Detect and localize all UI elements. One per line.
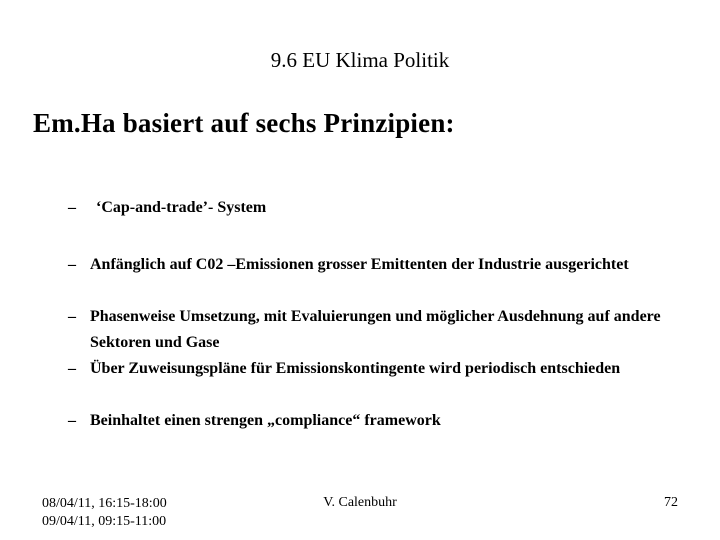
footer-author-text: V. Calenbuhr — [323, 495, 397, 510]
bullet-item — [68, 408, 668, 434]
footer-author — [0, 495, 720, 511]
bullet-dash: – — [68, 256, 76, 273]
bullet-dash: – — [68, 199, 76, 216]
bullet-dash: – — [68, 308, 76, 325]
bullet-text: Beinhaltet einen strengen „compliance“ framework — [90, 412, 441, 429]
slide-header-title — [0, 48, 720, 73]
page-number: 72 — [664, 495, 678, 510]
bullet-dash: – — [68, 360, 76, 377]
bullet-item — [68, 356, 668, 382]
bullet-text: Phasenweise Umsetzung, mit Evaluierungen und möglicher Ausdehnung auf andere Sektoren und Gase — [90, 308, 661, 351]
bullet-text: ‘Cap-and-trade’- System — [96, 199, 267, 216]
header-title-text: 9.6 EU Klima Politik — [270, 48, 450, 72]
slide-heading: Em.Ha basiert auf sechs Prinzipien: — [33, 108, 455, 138]
bullet-item — [68, 195, 668, 221]
bullet-text: Anfänglich auf C02 –Emissionen grosser Emittenten der Industrie ausgerichtet — [90, 256, 629, 273]
bullet-item — [68, 304, 668, 356]
bullet-item — [68, 252, 668, 278]
footer-date-line-1: 08/04/11, 16:15-18:00 — [42, 496, 167, 511]
bullet-text: Über Zuweisungspläne für Emissionskontingente wird periodisch entschieden — [90, 360, 621, 377]
bullet-dash: – — [68, 412, 76, 429]
footer-date-line-2: 09/04/11, 09:15-11:00 — [42, 514, 167, 529]
